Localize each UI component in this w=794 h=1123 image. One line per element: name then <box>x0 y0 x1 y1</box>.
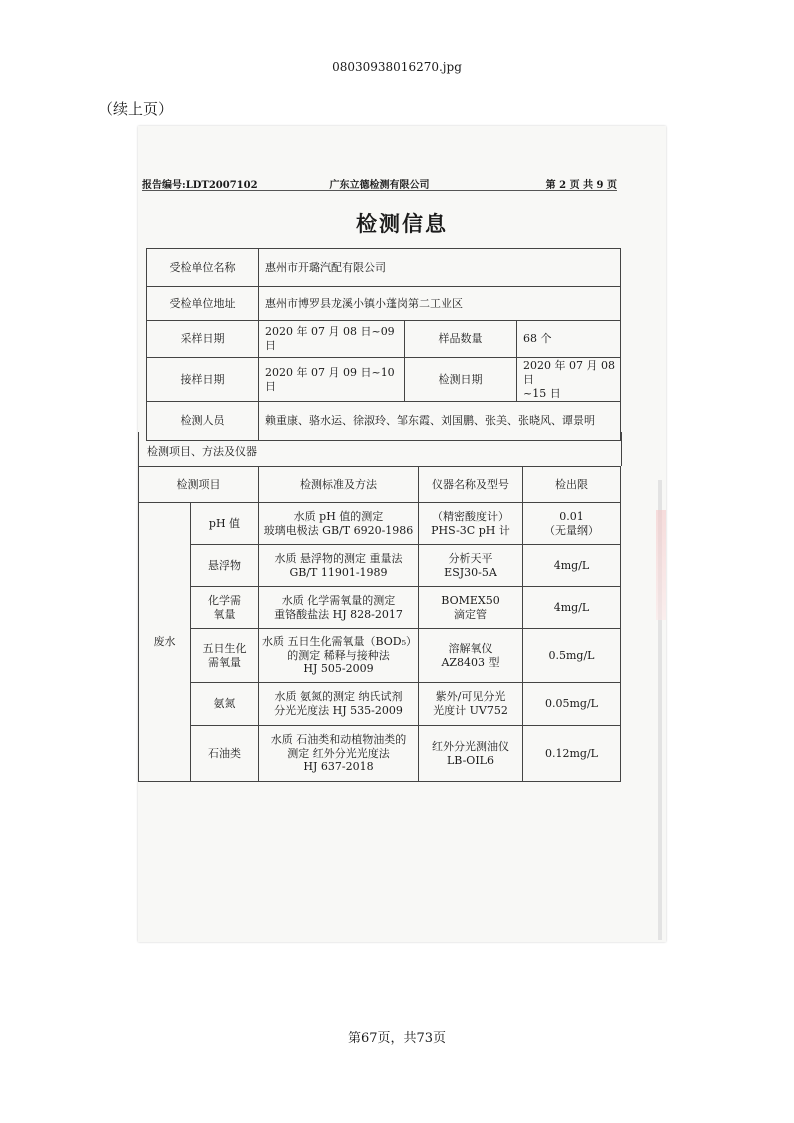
method-line: GB/T 11901-1989 <box>289 565 388 579</box>
table-row <box>139 545 621 587</box>
method-cell <box>259 503 419 545</box>
method-line: 玻璃电极法 GB/T 6920-1986 <box>263 523 414 537</box>
instrument-line: LB-OIL6 <box>447 753 494 767</box>
limit-cell <box>523 503 621 545</box>
method-line: HJ 505-2009 <box>303 662 374 676</box>
header-method: 检测标准及方法 <box>259 467 419 503</box>
instrument-cell <box>419 587 523 629</box>
continued-label: （续上页） <box>98 100 174 118</box>
instrument-line: 红外分光测油仪 <box>432 739 509 753</box>
item-line: 氧量 <box>213 607 236 621</box>
limit-line: 4mg/L <box>553 558 590 572</box>
limit-line: （无量纲） <box>544 523 599 537</box>
report-header <box>142 176 617 191</box>
instrument-line: 滴定管 <box>454 607 487 621</box>
table-row <box>139 683 621 726</box>
method-cell <box>259 587 419 629</box>
limit-cell <box>523 683 621 726</box>
limit-cell <box>523 545 621 587</box>
limit-cell <box>523 726 621 782</box>
instrument-line: 紫外/可见分光 <box>435 690 506 704</box>
sampling-date: 2020 年 07 月 08 日~09 日 <box>259 321 405 358</box>
report-title: 检测信息 <box>356 211 448 236</box>
section-title: 检测项目、方法及仪器 <box>147 445 257 458</box>
instrument-cell <box>419 545 523 587</box>
table-row <box>139 726 621 782</box>
header-limit: 检出限 <box>523 467 621 503</box>
instrument-cell <box>419 629 523 683</box>
detection-table <box>138 466 621 782</box>
header-instrument: 仪器名称及型号 <box>419 467 523 503</box>
item-line: 需氧量 <box>208 655 241 669</box>
method-cell <box>259 545 419 587</box>
instrument-line: （精密酸度计） <box>432 509 509 523</box>
method-line: HJ 637-2018 <box>303 760 374 774</box>
report-company: 广东立德检测有限公司 <box>329 180 430 191</box>
limit-cell <box>523 587 621 629</box>
instrument-line: ESJ30-5A <box>444 565 497 579</box>
instrument-line: 光度计 UV752 <box>433 704 508 717</box>
test-date-line2: ~15 日 <box>523 386 561 400</box>
method-line: 水质 pH 值的测定 <box>293 509 384 523</box>
sample-quantity: 68 个 <box>517 321 621 358</box>
method-line: 测定 红外分光光度法 <box>287 746 390 760</box>
report-number: 报告编号:LDT2007102 <box>142 180 258 191</box>
item-line: pH 值 <box>208 516 241 530</box>
method-line: 的测定 稀释与接种法 <box>287 648 390 662</box>
item-line: 化学需 <box>208 593 241 607</box>
method-line: 水质 石油类和动植物油类的 <box>270 732 407 746</box>
method-line: 水质 悬浮物的测定 重量法 <box>274 551 403 565</box>
item-cell <box>191 683 259 726</box>
item-line: 石油类 <box>208 746 241 760</box>
instrument-cell <box>419 683 523 726</box>
sample-quantity-label: 样品数量 <box>405 321 517 358</box>
table-row <box>139 587 621 629</box>
instrument-line: BOMEX50 <box>441 593 500 607</box>
method-line: 分光光度法 HJ 535-2009 <box>274 704 403 717</box>
method-line: 水质 氨氮的测定 纳氏试剂 <box>274 690 403 704</box>
limit-cell <box>523 629 621 683</box>
page-footer: 第67页，共73页 <box>347 1031 447 1046</box>
instrument-line: PHS-3C pH 计 <box>431 523 510 537</box>
item-cell <box>191 726 259 782</box>
item-line: 氨氮 <box>213 697 236 711</box>
category-cell: 废水 <box>139 503 191 782</box>
method-cell <box>259 683 419 726</box>
test-date-label: 检测日期 <box>405 358 517 402</box>
limit-line: 0.12mg/L <box>545 746 598 760</box>
client-address: 惠州市博罗县龙溪小镇小蓬岗第二工业区 <box>259 287 621 321</box>
instrument-line: 溶解氧仪 <box>448 641 493 655</box>
method-cell <box>259 629 419 683</box>
table-row <box>139 629 621 683</box>
item-line: 五日生化 <box>202 641 247 655</box>
item-cell <box>191 629 259 683</box>
info-table <box>146 248 621 441</box>
report-page: 第 2 页 共 9 页 <box>545 180 617 191</box>
section-header <box>138 432 622 466</box>
receive-date-label: 接样日期 <box>147 358 259 402</box>
instrument-cell <box>419 503 523 545</box>
staff-label: 检测人员 <box>147 402 259 441</box>
method-line: 水质 五日生化需氧量（BOD₅） <box>262 634 418 648</box>
method-cell <box>259 726 419 782</box>
method-line: 重铬酸盐法 HJ 828-2017 <box>274 607 403 621</box>
stamp-mark <box>656 510 666 620</box>
limit-line: 0.01 <box>559 509 584 523</box>
limit-line: 0.5mg/L <box>548 648 595 662</box>
item-cell <box>191 545 259 587</box>
item-cell <box>191 503 259 545</box>
instrument-line: 分析天平 <box>448 551 493 565</box>
test-date <box>517 358 621 402</box>
file-name: 08030938016270.jpg <box>332 60 462 74</box>
client-address-label: 受检单位地址 <box>147 287 259 321</box>
table-row <box>139 503 621 545</box>
method-line: 水质 化学需氧量的测定 <box>281 593 396 607</box>
staff-names: 赖重康、骆水运、徐淑玲、邹东霞、刘国鹏、张美、张晓风、谭景明 <box>259 402 621 441</box>
client-name-label: 受检单位名称 <box>147 249 259 287</box>
test-date-line1: 2020 年 07 月 08 日 <box>523 359 615 386</box>
sampling-date-label: 采样日期 <box>147 321 259 358</box>
item-line: 悬浮物 <box>208 558 241 572</box>
limit-line: 0.05mg/L <box>545 697 598 711</box>
item-cell <box>191 587 259 629</box>
header-item: 检测项目 <box>139 467 259 503</box>
instrument-cell <box>419 726 523 782</box>
receive-date: 2020 年 07 月 09 日~10 日 <box>259 358 405 402</box>
instrument-line: AZ8403 型 <box>441 655 500 669</box>
limit-line: 4mg/L <box>553 600 590 614</box>
client-name: 惠州市开璐汽配有限公司 <box>259 249 621 287</box>
